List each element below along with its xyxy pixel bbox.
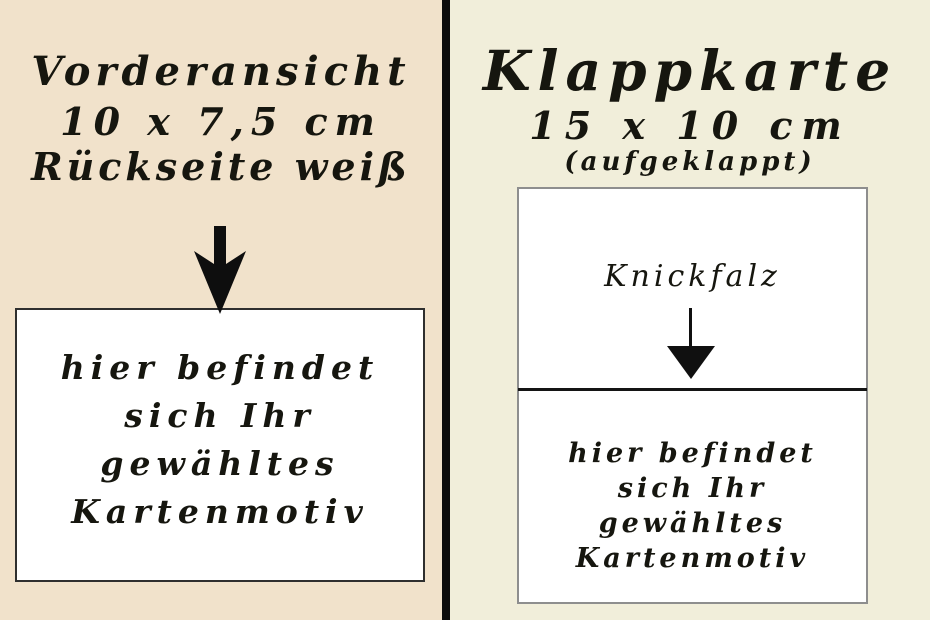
folding-motif-placeholder-text <box>519 436 866 576</box>
placeholder-line: gewähltes <box>100 444 340 483</box>
placeholder-line: sich Ihr <box>124 396 316 435</box>
front-view-backside-note: Rückseite weiß <box>31 144 411 189</box>
folding-card-note: (aufgeklappt) <box>564 147 816 177</box>
front-view-panel <box>0 0 442 620</box>
placeholder-line: hier befindet <box>60 348 380 387</box>
placeholder-line: gewähltes <box>598 508 787 539</box>
front-view-title: Vorderansicht <box>31 48 411 95</box>
placeholder-line: hier befindet <box>568 438 817 469</box>
thin-down-arrow-icon <box>665 308 717 381</box>
front-motif-placeholder-text <box>17 344 423 536</box>
panel-divider <box>442 0 450 620</box>
placeholder-line: Kartenmotiv <box>71 492 369 531</box>
placeholder-line: Kartenmotiv <box>575 543 810 574</box>
front-motif-box <box>15 308 425 582</box>
folding-card-title: Klappkarte <box>482 38 898 103</box>
folding-card-panel <box>450 0 930 620</box>
folding-card-box <box>517 187 868 604</box>
placeholder-line: sich Ihr <box>617 473 768 504</box>
front-view-size: 10 x 7,5 cm <box>60 99 382 144</box>
solid-down-arrow-icon <box>192 224 248 316</box>
fold-label: Knickfalz <box>604 259 781 294</box>
folding-card-size: 15 x 10 cm <box>529 103 851 148</box>
fold-crease-line <box>518 388 867 391</box>
